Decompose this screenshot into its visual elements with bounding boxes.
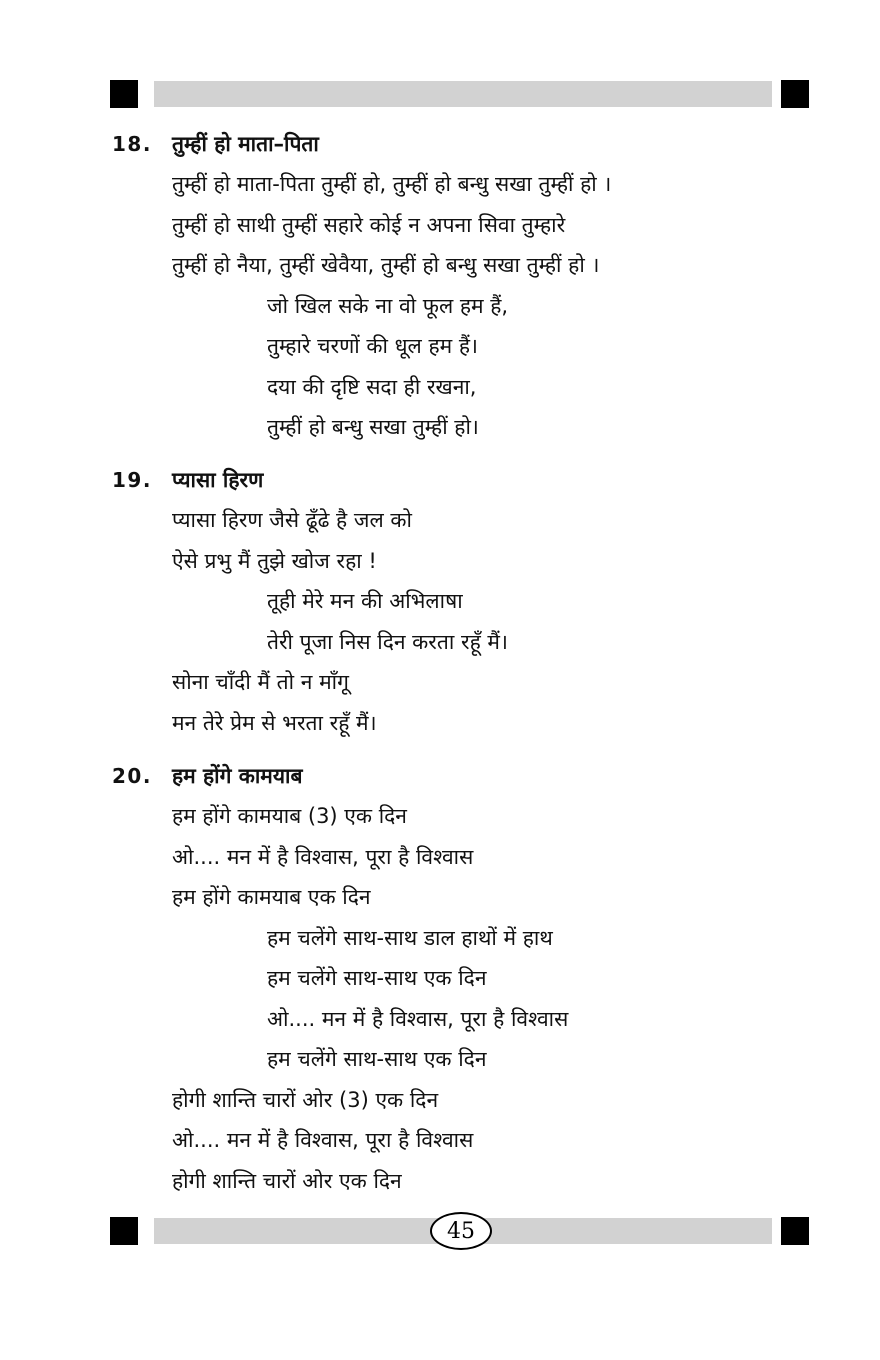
lyric-line: ओ.... मन में है विश्वास, पूरा है विश्वास <box>267 1006 569 1031</box>
lyric-line: मन तेरे प्रेम से भरता रहूँ मैं। <box>172 710 377 735</box>
song-number: 18. <box>112 132 152 156</box>
bottom-right-square <box>781 1217 809 1245</box>
song-heading <box>0 460 880 500</box>
lyric-line: होगी शान्ति चारों ओर (3) एक दिन <box>172 1087 439 1112</box>
lyric-line: दया की दृष्टि सदा ही रखना, <box>267 374 477 399</box>
lyric-line: तुम्हीं हो माता-पिता तुम्हीं हो, तुम्हीं हो बन्धु सखा तुम्हीं हो । <box>172 172 612 196</box>
song-section <box>0 460 880 743</box>
song-number: 19. <box>112 468 152 492</box>
lyric-line: तेरी पूजा निस दिन करता रहूँ मैं। <box>267 629 508 654</box>
lyric-line: हम चलेंगे साथ-साथ एक दिन <box>267 1047 487 1071</box>
lyric-line: जो खिल सके ना वो फूल हम हैं, <box>267 293 509 318</box>
song-heading <box>0 124 880 164</box>
bottom-left-square <box>110 1217 138 1245</box>
top-gray-strip <box>154 81 772 107</box>
top-decorative-bar <box>0 80 880 108</box>
lyric-line: होगी शान्ति चारों ओर एक दिन <box>172 1168 402 1193</box>
song-title: प्यासा हिरण <box>172 468 264 492</box>
song-section <box>0 124 880 448</box>
lyric-line: ओ.... मन में है विश्वास, पूरा है विश्वास <box>172 1128 474 1152</box>
lyric-line: तुम्हीं हो साथी तुम्हीं सहारे कोई न अपना सिवा तुम्हारे <box>172 212 566 237</box>
lyric-line: तुम्हीं हो नैया, तुम्हीं खेवैया, तुम्हीं हो बन्धु सखा तुम्हीं हो । <box>172 253 600 277</box>
footer-bar <box>0 1212 880 1252</box>
lyric-line: तुम्हीं हो बन्धु सखा तुम्हीं हो। <box>267 415 479 439</box>
lyric-line: प्यासा हिरण जैसे ढूँढे है जल को <box>172 508 412 532</box>
top-left-square <box>110 80 138 108</box>
song-number: 20. <box>112 764 152 788</box>
lyric-line: ओ.... मन में है विश्वास, पूरा है विश्वास <box>172 844 474 869</box>
lyric-line: ऐसे प्रभु मैं तुझे खोज रहा ! <box>172 548 377 573</box>
lyric-line: तूही मेरे मन की अभिलाषा <box>267 589 463 613</box>
page-number: 45 <box>430 1212 492 1250</box>
song-title: तुम्हीं हो माता–पिता <box>172 132 319 156</box>
lyric-line: हम होंगे कामयाब (3) एक दिन <box>172 804 407 828</box>
song-title: हम होंगे कामयाब <box>172 764 303 788</box>
song-heading <box>0 756 880 796</box>
lyric-line: हम होंगे कामयाब एक दिन <box>172 885 371 909</box>
song-section <box>0 756 880 1201</box>
lyric-line: हम चलेंगे साथ-साथ डाल हाथों में हाथ <box>267 925 553 950</box>
lyric-line: हम चलेंगे साथ-साथ एक दिन <box>267 966 487 990</box>
top-right-square <box>781 80 809 108</box>
lyric-line: तुम्हारे चरणों की धूल हम हैं। <box>267 334 478 358</box>
lyric-line: सोना चाँदी मैं तो न माँगू <box>172 670 349 694</box>
